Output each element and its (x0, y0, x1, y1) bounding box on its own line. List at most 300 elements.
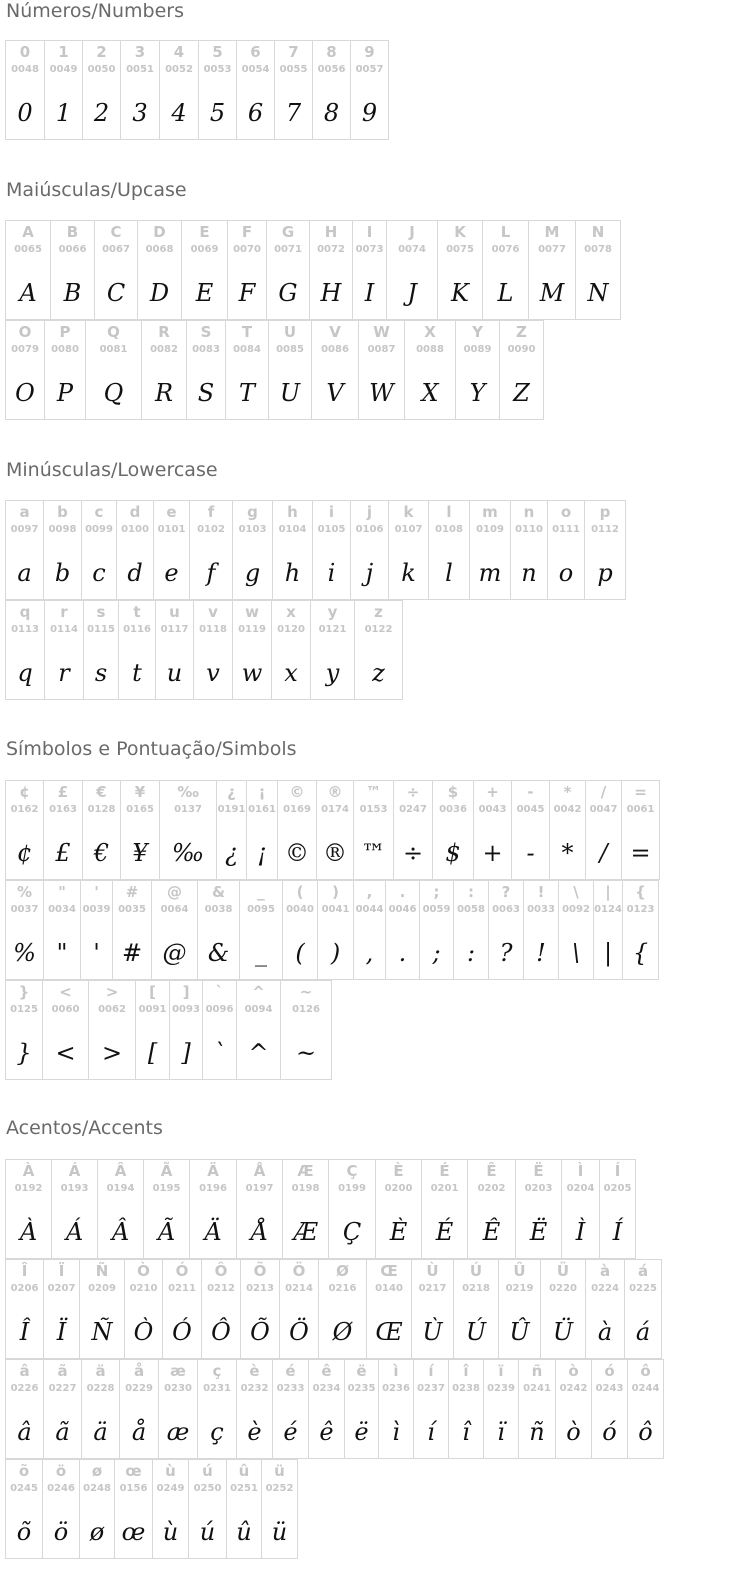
glyph-sample: ù (162, 1518, 179, 1546)
glyph-sample: ¢ (16, 839, 33, 867)
glyph-code: 0043 (478, 804, 507, 815)
glyph-code: 0249 (156, 1483, 185, 1494)
glyph-cell (162, 1259, 202, 1359)
glyph-sample: ¥ (132, 839, 148, 867)
glyph-label: ë (356, 1362, 367, 1380)
glyph-sample: Ú (465, 1318, 487, 1346)
glyph-cell (328, 1159, 376, 1259)
glyph-code: 0100 (121, 524, 149, 535)
glyph-sample: ^ (248, 1039, 269, 1067)
glyph-label: ü (274, 1462, 285, 1480)
glyph-label: p (599, 503, 611, 521)
glyph-row (5, 980, 331, 1080)
glyph-label: ) (332, 883, 339, 901)
glyph-code: 0033 (527, 904, 555, 915)
glyph-label: € (96, 783, 107, 801)
glyph-sample: ç (210, 1418, 224, 1446)
glyph-code: 0251 (230, 1483, 258, 1494)
glyph-code: 0070 (233, 244, 261, 255)
glyph-code: 0123 (626, 904, 655, 915)
glyph-cell (5, 40, 45, 140)
glyph-code: 0042 (553, 804, 582, 815)
glyph-code: 0054 (241, 64, 270, 75)
glyph-code: 0104 (278, 524, 307, 535)
glyph-code: 0061 (626, 804, 655, 815)
glyph-label: ' (94, 883, 99, 901)
glyph-label: ï (498, 1362, 504, 1380)
glyph-label: > (105, 983, 119, 1001)
glyph-sample: i (327, 559, 336, 587)
glyph-code: 0053 (203, 64, 232, 75)
glyph-cell (344, 1359, 379, 1459)
glyph-sample: q (17, 659, 33, 687)
glyph-label: Å (253, 1162, 266, 1180)
glyph-label: { (635, 883, 646, 901)
glyph-label: $ (447, 783, 459, 801)
glyph-cell (82, 780, 121, 880)
glyph-code: 0111 (552, 524, 580, 535)
glyph-code: 0218 (462, 1283, 490, 1294)
glyph-code: 0209 (88, 1283, 116, 1294)
glyph-code: 0044 (355, 904, 384, 915)
glyph-code: 0245 (10, 1483, 38, 1494)
glyph-code: 0090 (507, 344, 536, 355)
glyph-code: 0103 (238, 524, 267, 535)
glyph-cell (575, 220, 621, 320)
glyph-sample: c (92, 559, 106, 587)
glyph-cell (309, 220, 353, 320)
glyph-cell (112, 880, 152, 980)
glyph-row (5, 600, 402, 700)
glyph-cell (272, 500, 313, 600)
glyph-cell (352, 220, 387, 320)
glyph-sample: F (238, 279, 256, 307)
glyph-cell (5, 1259, 44, 1359)
glyph-cell (137, 220, 182, 320)
glyph-cell (159, 40, 199, 140)
glyph-sample: J (407, 279, 417, 307)
glyph-label: Ü (556, 1262, 570, 1280)
glyph-code: 0224 (591, 1283, 619, 1294)
glyph-sample: s (94, 659, 108, 687)
glyph-label: M (544, 223, 560, 241)
glyph-sample: Õ (250, 1318, 270, 1346)
glyph-sample: ÷ (402, 839, 424, 867)
glyph-code: 0118 (199, 624, 227, 635)
glyph-label: ^ (252, 983, 265, 1001)
glyph-label: £ (57, 783, 69, 801)
glyph-cell (593, 880, 623, 980)
glyph-label: R (158, 323, 170, 341)
glyph-label: j (366, 503, 373, 521)
glyph-sample: . (398, 939, 407, 967)
glyph-label: B (66, 223, 79, 241)
glyph-sample: à (597, 1318, 613, 1346)
glyph-code: 0082 (150, 344, 178, 355)
glyph-label: 9 (364, 43, 375, 61)
glyph-sample: { (632, 939, 649, 967)
glyph-sample: C (106, 279, 126, 307)
glyph-cell (119, 1359, 159, 1459)
glyph-code: 0057 (355, 64, 384, 75)
glyph-label: ç (212, 1362, 222, 1380)
glyph-label: Ú (469, 1262, 483, 1280)
glyph-cell (271, 600, 311, 700)
glyph-code: 0165 (126, 804, 154, 815)
glyph-sample: ã (55, 1418, 70, 1446)
glyph-row (5, 780, 659, 880)
glyph-label: ê (321, 1362, 332, 1380)
glyph-cell (44, 320, 86, 420)
glyph-cell (232, 500, 273, 600)
glyph-sample: x (284, 659, 298, 687)
glyph-sample: / (599, 839, 608, 867)
glyph-cell (226, 1459, 262, 1559)
glyph-label: = (634, 783, 647, 801)
glyph-label: b (57, 503, 68, 521)
glyph-sample: ï (497, 1418, 505, 1446)
glyph-cell (378, 1359, 414, 1459)
glyph-cell (280, 980, 332, 1080)
glyph-code: 0229 (125, 1383, 153, 1394)
glyph-label: ¥ (134, 783, 146, 801)
glyph-sample: S (197, 379, 215, 407)
glyph-cell (515, 1159, 562, 1259)
glyph-sample: ® (323, 839, 347, 867)
glyph-sample: 2 (93, 99, 110, 127)
glyph-code: 0232 (240, 1383, 269, 1394)
glyph-sample: ' (93, 939, 100, 967)
glyph-cell (317, 880, 354, 980)
glyph-label: } (18, 983, 30, 1001)
glyph-label: ¿ (227, 783, 236, 801)
section-title: Símbolos e Pontuação/Simbols (6, 738, 297, 760)
glyph-cell (437, 220, 483, 320)
glyph-code: 0052 (165, 64, 193, 75)
glyph-cell (621, 780, 660, 880)
glyph-cell (51, 1159, 98, 1259)
glyph-code: 0062 (98, 1004, 126, 1015)
glyph-cell (227, 220, 267, 320)
glyph-cell (5, 220, 51, 320)
glyph-sample: g (244, 559, 261, 587)
glyph-label: í (428, 1362, 434, 1380)
glyph-label: © (289, 783, 305, 801)
glyph-cell (5, 980, 43, 1080)
glyph-sample: P (56, 379, 74, 407)
glyph-label: Á (68, 1162, 81, 1180)
glyph-label: @ (167, 883, 182, 901)
glyph-code: 0115 (87, 624, 115, 635)
glyph-label: S (200, 323, 212, 341)
glyph-cell (561, 1159, 600, 1259)
glyph-label: L (500, 223, 511, 241)
glyph-sample: ö (53, 1518, 69, 1546)
glyph-sample: > (101, 1039, 123, 1067)
glyph-label: O (18, 323, 32, 341)
glyph-code: 0071 (274, 244, 302, 255)
glyph-code: 0203 (524, 1183, 553, 1194)
glyph-sample: G (278, 279, 298, 307)
glyph-label: g (247, 503, 258, 521)
glyph-cell (85, 320, 142, 420)
glyph-cell (622, 880, 659, 980)
glyph-sample: Ö (289, 1318, 309, 1346)
glyph-cell (83, 600, 119, 700)
glyph-code: 0246 (47, 1483, 75, 1494)
glyph-sample: ( (295, 939, 305, 967)
glyph-code: 0112 (591, 524, 619, 535)
glyph-sample: K (451, 279, 469, 307)
glyph-sample: 0 (17, 99, 33, 127)
glyph-sample: o (558, 559, 574, 587)
glyph-code: 0169 (283, 804, 311, 815)
glyph-code: 0124 (594, 904, 622, 915)
glyph-code: 0114 (50, 624, 78, 635)
glyph-label: l (446, 503, 452, 521)
glyph-label: ¡ (258, 783, 266, 801)
glyph-label: ¢ (19, 783, 30, 801)
glyph-label: Ô (214, 1262, 228, 1280)
glyph-label: G (281, 223, 295, 241)
glyph-cell (498, 1259, 541, 1359)
glyph-sample: N (587, 279, 609, 307)
glyph-cell (181, 220, 228, 320)
glyph-code: 0097 (10, 524, 39, 535)
glyph-code: 0075 (446, 244, 474, 255)
glyph-sample: L (497, 279, 514, 307)
glyph-sample: £ (55, 839, 71, 867)
glyph-code: 0193 (60, 1183, 89, 1194)
glyph-sample: b (54, 559, 71, 587)
glyph-sample: Œ (375, 1318, 403, 1346)
glyph-label: 1 (58, 43, 69, 61)
glyph-cell (118, 600, 156, 700)
glyph-sample: l (445, 559, 453, 587)
glyph-sample: â (17, 1418, 32, 1446)
glyph-sample: ä (93, 1418, 108, 1446)
glyph-code: 0091 (138, 1004, 167, 1015)
glyph-cell (366, 1259, 412, 1359)
glyph-label: Ï (58, 1262, 65, 1280)
glyph-label: 8 (326, 43, 337, 61)
glyph-sample: j (365, 559, 374, 587)
glyph-cell (310, 600, 355, 700)
glyph-label: É (439, 1162, 450, 1180)
glyph-label: 3 (134, 43, 146, 61)
glyph-label: ® (327, 783, 343, 801)
glyph-sample: 4 (171, 99, 187, 127)
glyph-label: s (96, 603, 106, 621)
glyph-sample: < (55, 1039, 76, 1067)
glyph-code: 0084 (233, 344, 261, 355)
glyph-code: 0109 (476, 524, 504, 535)
glyph-sample: n (521, 559, 537, 587)
glyph-code: 0140 (375, 1283, 403, 1294)
glyph-sample: Â (111, 1218, 130, 1246)
glyph-cell (236, 1159, 283, 1259)
glyph-label: U (283, 323, 297, 341)
glyph-cell (5, 600, 45, 700)
glyph-label: t (133, 603, 141, 621)
glyph-sample: î (462, 1418, 470, 1446)
glyph-code: 0078 (584, 244, 612, 255)
glyph-sample: D (149, 279, 170, 307)
glyph-label: Æ (297, 1162, 314, 1180)
section-title: Acentos/Accents (6, 1117, 163, 1139)
glyph-code: 0161 (248, 804, 276, 815)
glyph-cell (189, 500, 233, 600)
glyph-code: 0236 (382, 1383, 410, 1394)
glyph-code: 0214 (285, 1283, 313, 1294)
glyph-cell (499, 320, 544, 420)
glyph-code: 0231 (203, 1383, 231, 1394)
glyph-label: õ (18, 1462, 30, 1480)
glyph-sample: Ó (172, 1318, 192, 1346)
glyph-sample: 9 (361, 99, 378, 127)
glyph-code: 0076 (491, 244, 520, 255)
glyph-code: 0206 (10, 1283, 39, 1294)
glyph-code: 0205 (603, 1183, 632, 1194)
glyph-sample: À (19, 1218, 38, 1246)
glyph-cell (282, 1159, 329, 1259)
glyph-sample: Ç (342, 1218, 362, 1246)
glyph-sample: Ï (56, 1318, 67, 1346)
glyph-sample: + (482, 839, 503, 867)
glyph-code: 0068 (145, 244, 174, 255)
glyph-label: f (207, 503, 215, 521)
glyph-code: 0066 (58, 244, 87, 255)
glyph-code: 0198 (291, 1183, 320, 1194)
glyph-cell (584, 500, 626, 600)
glyph-label: m (482, 503, 498, 521)
glyph-cell (197, 1359, 237, 1459)
glyph-code: 0080 (51, 344, 79, 355)
section-title: Números/Numbers (6, 0, 184, 22)
glyph-code: 0086 (321, 344, 349, 355)
glyph-cell (312, 500, 351, 600)
glyph-cell (448, 1359, 484, 1459)
glyph-label: 4 (173, 43, 185, 61)
glyph-sample: p (597, 559, 613, 587)
glyph-sample: @ (162, 939, 187, 967)
glyph-code: 0073 (355, 244, 384, 255)
glyph-label: ! (537, 883, 545, 901)
glyph-code: 0212 (207, 1283, 235, 1294)
glyph-label: \ (573, 883, 579, 901)
glyph-cell (591, 1359, 628, 1459)
glyph-sample: h (284, 559, 301, 587)
glyph-sample: U (279, 379, 301, 407)
glyph-code: 0207 (47, 1283, 76, 1294)
glyph-label: i (328, 503, 335, 521)
glyph-cell (94, 220, 138, 320)
glyph-cell (483, 1359, 519, 1459)
glyph-cell (473, 780, 512, 880)
glyph-cell (189, 1159, 237, 1259)
glyph-label: [ (149, 983, 156, 1001)
glyph-sample: f (206, 559, 216, 587)
glyph-cell (81, 500, 117, 600)
glyph-code: 0056 (317, 64, 346, 75)
glyph-code: 0050 (87, 64, 116, 75)
glyph-sample: Á (65, 1218, 84, 1246)
glyph-sample: 3 (132, 99, 148, 127)
glyph-row (5, 1159, 635, 1259)
glyph-cell (540, 1259, 586, 1359)
glyph-sample: Y (469, 379, 486, 407)
glyph-sample: H (320, 279, 342, 307)
glyph-code: 0213 (246, 1283, 274, 1294)
glyph-sample: Z (513, 379, 530, 407)
glyph-code: 0163 (49, 804, 77, 815)
glyph-label: n (523, 503, 535, 521)
glyph-code: 0219 (505, 1283, 534, 1294)
glyph-sample: Æ (293, 1218, 318, 1246)
glyph-sample: œ (121, 1518, 146, 1546)
glyph-cell (246, 780, 278, 880)
glyph-label: ‰ (177, 783, 199, 801)
glyph-sample: A (19, 279, 37, 307)
glyph-cell (114, 1459, 153, 1559)
glyph-cell (482, 220, 529, 320)
glyph-label: + (486, 783, 499, 801)
glyph-sample: Î (19, 1318, 30, 1346)
glyph-sample: æ (166, 1418, 190, 1446)
glyph-cell (455, 320, 500, 420)
glyph-row (5, 1459, 297, 1559)
glyph-sample: 8 (323, 99, 340, 127)
glyph-cell (120, 780, 160, 880)
glyph-code: 0088 (416, 344, 444, 355)
glyph-cell (277, 780, 317, 880)
glyph-sample: | (603, 939, 613, 967)
glyph-label: Œ (380, 1262, 398, 1280)
glyph-sample: - (526, 839, 535, 867)
glyph-cell (411, 1259, 454, 1359)
glyph-cell (43, 780, 83, 880)
glyph-code: 0107 (394, 524, 423, 535)
glyph-cell (193, 600, 233, 700)
glyph-code: 0228 (86, 1383, 115, 1394)
glyph-sample: I (364, 279, 375, 307)
glyph-code: 0095 (247, 904, 275, 915)
glyph-cell (198, 40, 237, 140)
glyph-label: 7 (288, 43, 299, 61)
glyph-code: 0235 (347, 1383, 376, 1394)
glyph-cell (43, 880, 81, 980)
glyph-cell (386, 220, 438, 320)
glyph-label: / (600, 783, 607, 801)
glyph-sample: ` (213, 1039, 226, 1067)
glyph-label: ó (604, 1362, 615, 1380)
glyph-cell (151, 880, 198, 980)
glyph-label: D (153, 223, 166, 241)
glyph-sample: ô (638, 1418, 653, 1446)
glyph-label: y (327, 603, 338, 621)
glyph-code: 0122 (364, 624, 393, 635)
glyph-cell (236, 1359, 273, 1459)
glyph-cell (413, 1359, 449, 1459)
glyph-sample: & (207, 939, 230, 967)
glyph-sample: Ë (529, 1218, 548, 1246)
glyph-cell (155, 600, 194, 700)
glyph-cell (419, 880, 454, 980)
glyph-code: 0085 (276, 344, 304, 355)
glyph-label: Õ (253, 1262, 267, 1280)
glyph-label: ] (182, 983, 190, 1001)
glyph-cell (239, 880, 283, 980)
